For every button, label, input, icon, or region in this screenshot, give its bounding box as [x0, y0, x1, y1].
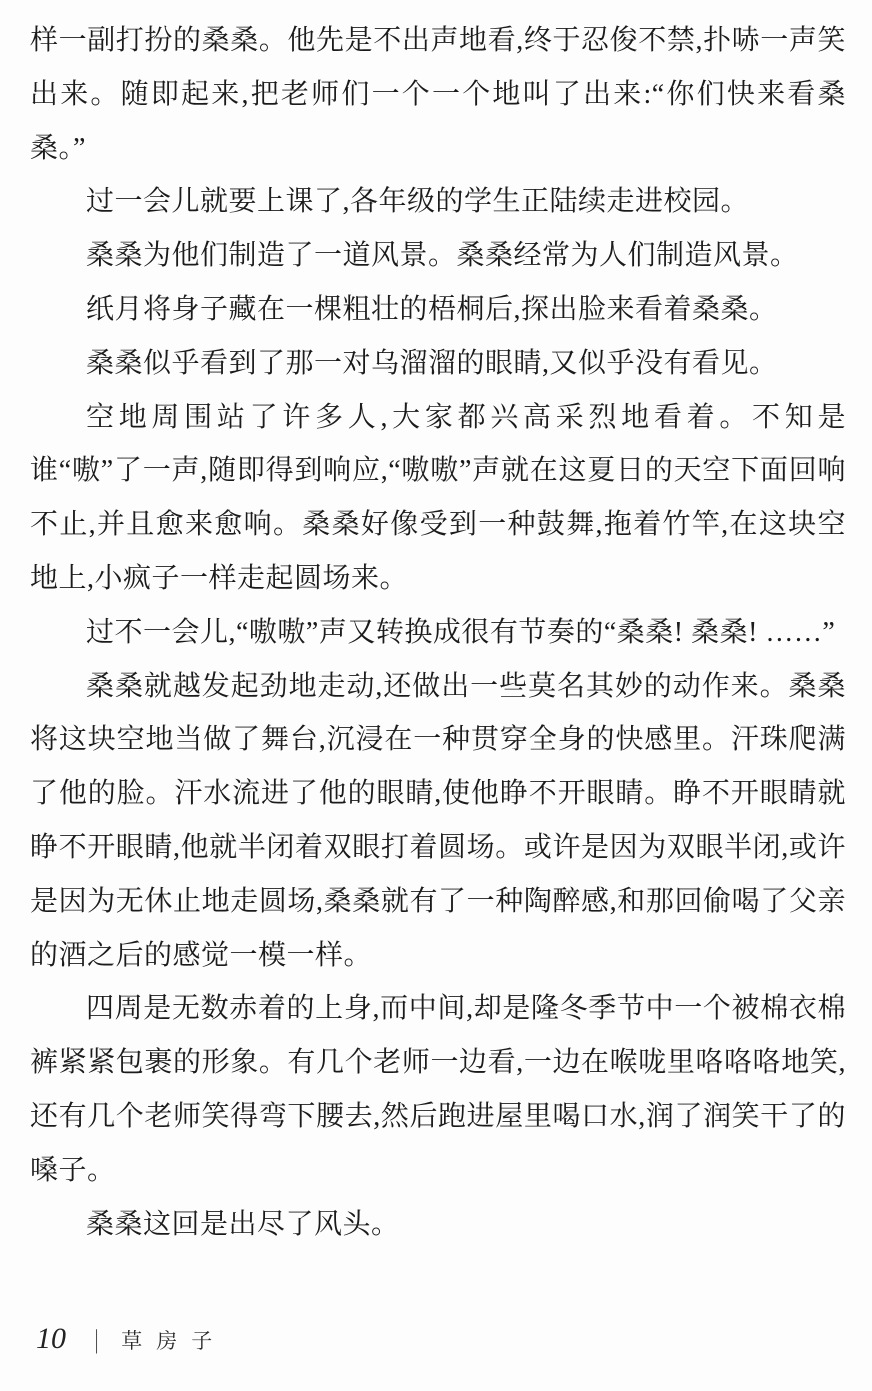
book-title: 草房子 — [121, 1329, 227, 1353]
footer-divider: | — [94, 1325, 99, 1354]
paragraph: 纸月将身子藏在一棵粗壮的梧桐后,探出脸来看着桑桑。 — [86, 293, 778, 325]
page-number: 10 — [36, 1322, 66, 1355]
paragraph: 四周是无数赤着的上身,而中间,却是隆冬季节中一个被棉衣棉裤紧紧包裹的形象。有几个老师一边看,一边在喉咙里咯咯咯地笑,还有几个老师笑得弯下腰去,然后跑进屋里喝口水,润了润笑干了的嗓子。 — [30, 993, 846, 1186]
paragraph: 空地周围站了许多人,大家都兴高采烈地看着。不知是谁“嗷”了一声,随即得到响应,“嗷嗷”声就在这夏日的天空下面回响不止,并且愈来愈响。桑桑好像受到一种鼓舞,拖着竹竿,在这块空地上,小疯子一样走起圆场来。 — [30, 401, 846, 594]
paragraph: 桑桑这回是出尽了风头。 — [86, 1208, 400, 1240]
paragraph: 过不一会儿,“嗷嗷”声又转换成很有节奏的“桑桑! 桑桑! ……” — [86, 616, 836, 648]
page-text — [30, 14, 846, 1251]
paragraph: 桑桑似乎看到了那一对乌溜溜的眼睛,又似乎没有看见。 — [86, 347, 778, 379]
paragraph: 桑桑为他们制造了一道风景。桑桑经常为人们制造风景。 — [86, 240, 799, 272]
paragraph: 桑桑就越发起劲地走动,还做出一些莫名其妙的动作来。桑桑将这块空地当做了舞台,沉浸在一种贯穿全身的快感里。汗珠爬满了他的脸。汗水流进了他的眼睛,使他睁不开眼睛。睁不开眼睛就睁不开眼睛,他就半闭着双眼打着圆场。或许是因为双眼半闭,或许是因为无休止地走圆场,桑桑就有了一种陶醉感,和那回偷喝了父亲的酒之后的感觉一模一样。 — [30, 670, 846, 971]
paragraph: 样一副打扮的桑桑。他先是不出声地看,终于忍俊不禁,扑哧一声笑出来。随即起来,把老师们一个一个地叫了出来:“你们快来看桑桑。” — [30, 25, 846, 164]
paragraph: 过一会儿就要上课了,各年级的学生正陆续走进校园。 — [86, 186, 750, 218]
page-footer — [36, 1322, 226, 1356]
